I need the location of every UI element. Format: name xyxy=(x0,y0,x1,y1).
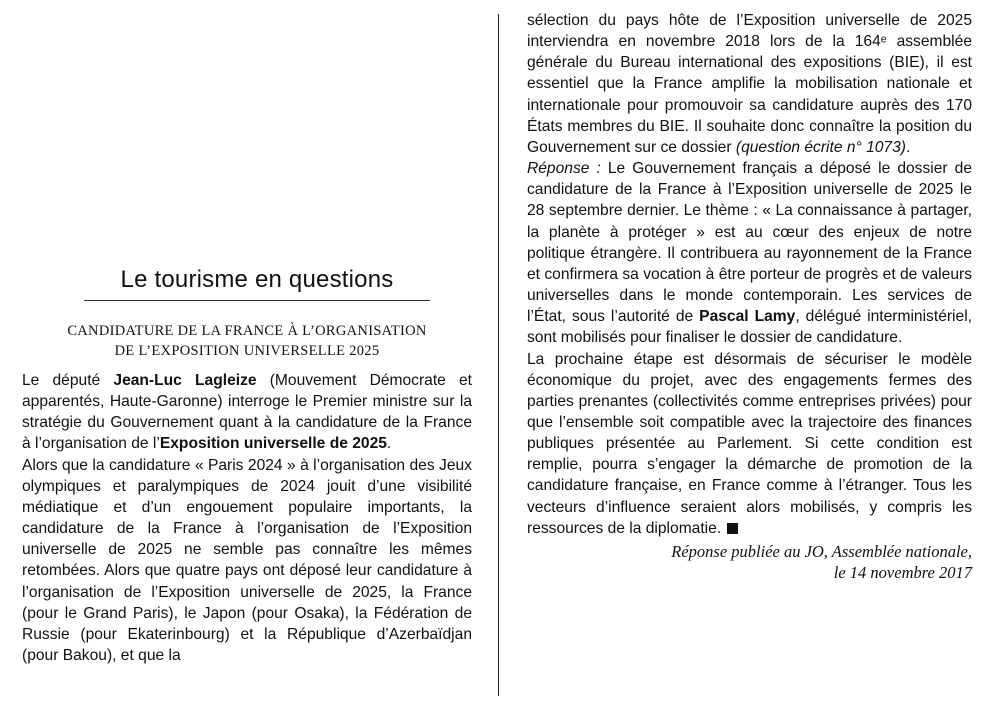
headline-line-2: DE L’EXPOSITION UNIVERSELLE 2025 xyxy=(114,343,380,359)
question-reference: (question écrite n° 1073) xyxy=(735,138,906,156)
headline-line-1: CANDIDATURE DE LA FRANCE À L’ORGANISATION xyxy=(67,323,427,339)
question-paragraph-2: Alors que la candidature « Paris 2024 » à l’organisation des Jeux olympiques et paralympiques de 2024 jouit d’une visibilité médiatique et d’un engouement populaire importants, la candidature de la France à l’organisation de l’Exposition universelle de 2025 ne semble pas connaître les mêmes retombées. Alors que quatre pays ont déposé leur candidature à l’organisation de l’Exposition universelle de 2025, la France (pour le Grand Paris), le Japon (pour Osaka), la Fédération de Russie (pour Ekaterinbourg) et la République d’Azerbaïdjan (pour Bakou), et que la xyxy=(22,456,472,665)
answer-paragraph-2: La prochaine étape est désormais de sécuriser le modèle économique du projet, avec des engagements fermes des parties prenantes (collectivités comme entreprises privées) pour que l’ensemble soit compatible avec la trajectoire des finances publiques présentée au Parlement. Si cette condition est remplie, pourra s’engager la démarche de promotion de la candidature française, en France comme à l’étranger. Tous les vecteurs d’influence seraient alors mobilisés, y compris les ressources de la diplomatie. xyxy=(527,350,972,537)
publication-signature xyxy=(527,539,972,584)
official-name: Pascal Lamy xyxy=(699,308,796,326)
signature-line-2: le 14 novembre 2017 xyxy=(833,563,972,583)
question-text xyxy=(22,370,472,666)
signature-line-1: Réponse publiée au JO, Assemblée nationale, xyxy=(671,541,972,561)
right-column xyxy=(527,10,972,584)
expo-name: Exposition universelle de 2025 xyxy=(159,435,387,453)
column-divider xyxy=(498,14,499,696)
question-paragraph-3: sélection du pays hôte de l’Exposition universelle de 2025 interviendra en novembre 2018 lors de la 164ᵉ assemblée générale du Bureau international des expositions (BIE), il est essentiel que la France amplifie la mobilisation nationale et internationale pour promouvoir sa candidature auprès des 170 États membres du BIE. Il souhaite donc connaître la position du Gouvernement sur ce dossier (question écrite n° 1073). xyxy=(527,12,972,156)
article-headline xyxy=(22,321,472,361)
left-column xyxy=(22,0,472,717)
question-paragraph-1: Le député Jean-Luc Lagleize (Mouvement Démocrate et apparentés, Haute-Garonne) interroge le Premier ministre sur la stratégie du Gouvernement quant à la candidature de la France à l’organisation de l’Exposition universelle de 2025. xyxy=(22,372,472,453)
answer-paragraph-1: Réponse : Le Gouvernement français a déposé le dossier de candidature de la France à l’Exposition universelle de 2025 le 28 septembre dernier. Le thème : « La connaissance à partager, la planète à protéger » est au cœur des enjeux de notre politique étrangère. Il contribuera au rayonnement de la France et confirmera sa vocation à être porteur de progrès et de valeurs universelles dans le monde contemporain. Les services de l’État, sous l’autorité de Pascal Lamy, délégué interministériel, sont mobilisés pour finaliser le dossier de candidature. xyxy=(527,160,972,347)
rubric-underline xyxy=(84,300,430,301)
reponse-label: Réponse : xyxy=(527,160,601,178)
deputy-name: Jean-Luc Lagleize xyxy=(113,372,257,389)
rubric-title: Le tourisme en questions xyxy=(120,266,394,293)
end-of-article-square-icon xyxy=(727,523,738,534)
